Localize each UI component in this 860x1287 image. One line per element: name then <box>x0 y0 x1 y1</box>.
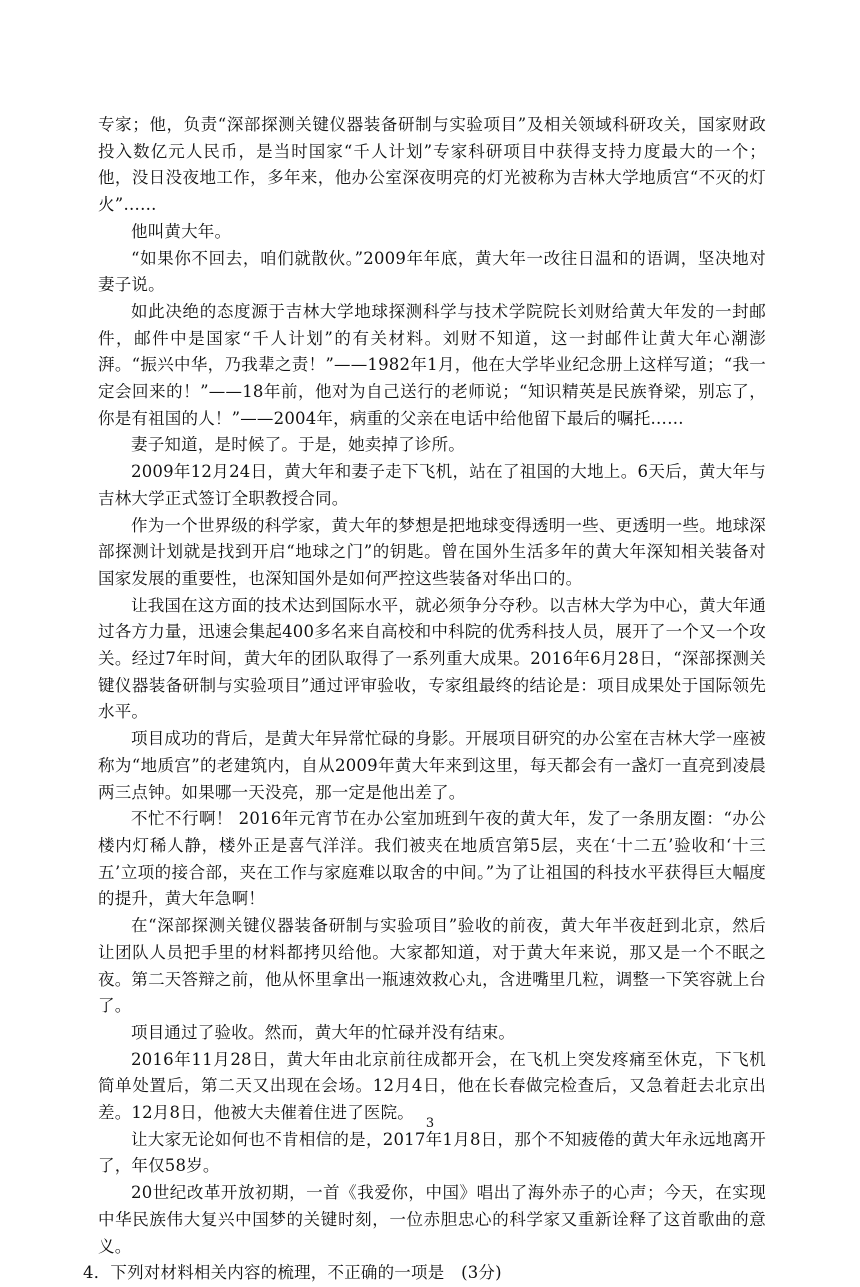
article-paragraph: 如此决绝的态度源于吉林大学地球探测科学与技术学院院长刘财给黄大年发的一封邮件，邮件中是国家“千人计划”的有关材料。刘财不知道，这一封邮件让黄大年心潮澎湃。“振兴中华，乃我辈之责！”——1982年1月，他在大学毕业纪念册上这样写道；“我一定会回来的！”——18年前，他对为自己送行的老师说；“知识精英是民族脊梁，别忘了，你是有祖国的人！”——2004年，病重的父亲在电话中给他留下最后的嘱托…… <box>98 301 766 428</box>
article-paragraph: 项目成功的背后，是黄大年异常忙碌的身影。开展项目研究的办公室在吉林大学一座被称为“地质宫”的老建筑内，自从2009年黄大年来到这里，每天都会有一盏灯一直亮到凌晨两三点钟。如果哪一天没亮，那一定是他出差了。 <box>98 729 766 802</box>
article-paragraph: 妻子知道，是时候了。于是，她卖掉了诊所。 <box>131 435 465 455</box>
question-prompt: 4．下列对材料相关内容的梳理，不正确的一项是 (3分) <box>83 1263 502 1283</box>
article-paragraph: 他叫黄大年。 <box>131 221 232 241</box>
article-paragraph: 让我国在这方面的技术达到国际水平，就必须争分夺秒。以吉林大学为中心，黄大年通过各方力量，迅速会集起400多名来自高校和中科院的优秀科技人员，展开了一个又一个攻关。经过7年时间，黄大年的团队取得了一系列重大成果。2016年6月28日，“深部探测关键仪器装备研制与实验项目”通过评审验收，专家组最终的结论是：项目成果处于国际领先水平。 <box>98 595 766 722</box>
article-paragraph: 2009年12月24日，黄大年和妻子走下飞机，站在了祖国的大地上。6天后，黄大年与吉林大学正式签订全职教授合同。 <box>98 462 766 508</box>
article-paragraph: 不忙不行啊！ 2016年元宵节在办公室加班到午夜的黄大年，发了一条朋友圈：“办公楼内灯稀人静，楼外正是喜气洋洋。我们被夹在地质宫第5层，夹在‘十二五’验收和‘十三五’立项的接合部，夹在工作与家庭难以取舍的中间。”为了让祖国的科技水平获得巨大幅度的提升，黄大年急啊！ <box>98 809 766 909</box>
article-paragraph: 作为一个世界级的科学家，黄大年的梦想是把地球变得透明一些、更透明一些。地球深部探测计划就是找到开启“地球之门”的钥匙。曾在国外生活多年的黄大年深知相关装备对国家发展的重要性，也深知国外是如何严控这些装备对华出口的。 <box>98 515 766 588</box>
article-paragraph: 20世纪改革开放初期，一首《我爱你，中国》唱出了海外赤子的心声；今天，在实现中华民族伟大复兴中国梦的关键时刻，一位赤胆忠心的科学家又重新诠释了这首歌曲的意义。 <box>98 1183 766 1256</box>
document-page <box>83 112 766 1287</box>
article-paragraph: 专家；他，负责“深部探测关键仪器装备研制与实验项目”及相关领域科研攻关，国家财政投入数亿元人民币，是当时国家“千人计划”专家科研项目中获得支持力度最大的一个；他，没日没夜地工作，多年来，他办公室深夜明亮的灯光被称为吉林大学地质宫“不灭的灯火”…… <box>98 115 766 215</box>
page-number: 3 <box>425 1116 435 1131</box>
article-paragraph: 在“深部探测关键仪器装备研制与实验项目”验收的前夜，黄大年半夜赶到北京，然后让团队人员把手里的材料都拷贝给他。大家都知道，对于黄大年来说，那又是一个不眠之夜。第二天答辩之前，他从怀里拿出一瓶速效救心丸，含进嘴里几粒，调整一下笑容就上台了。 <box>98 916 766 1016</box>
article-paragraph: “如果你不回去，咱们就散伙。”2009年年底，黄大年一改往日温和的语调，坚决地对妻子说。 <box>98 248 766 295</box>
article-paragraph: 项目通过了验收。然而，黄大年的忙碌并没有结束。 <box>131 1022 516 1042</box>
article-paragraph: 2016年11月28日，黄大年由北京前往成都开会，在飞机上突发疼痛至休克，下飞机简单处置后，第二天又出现在会场。12月4日，他在长春做完检查后，又急着赶去北京出差。12月8日，他被大夫催着住进了医院。 <box>98 1049 766 1123</box>
article-paragraph: 让大家无论如何也不肯相信的是，2017年1月8日，那个不知疲倦的黄大年永远地离开了，年仅58岁。 <box>98 1129 766 1176</box>
